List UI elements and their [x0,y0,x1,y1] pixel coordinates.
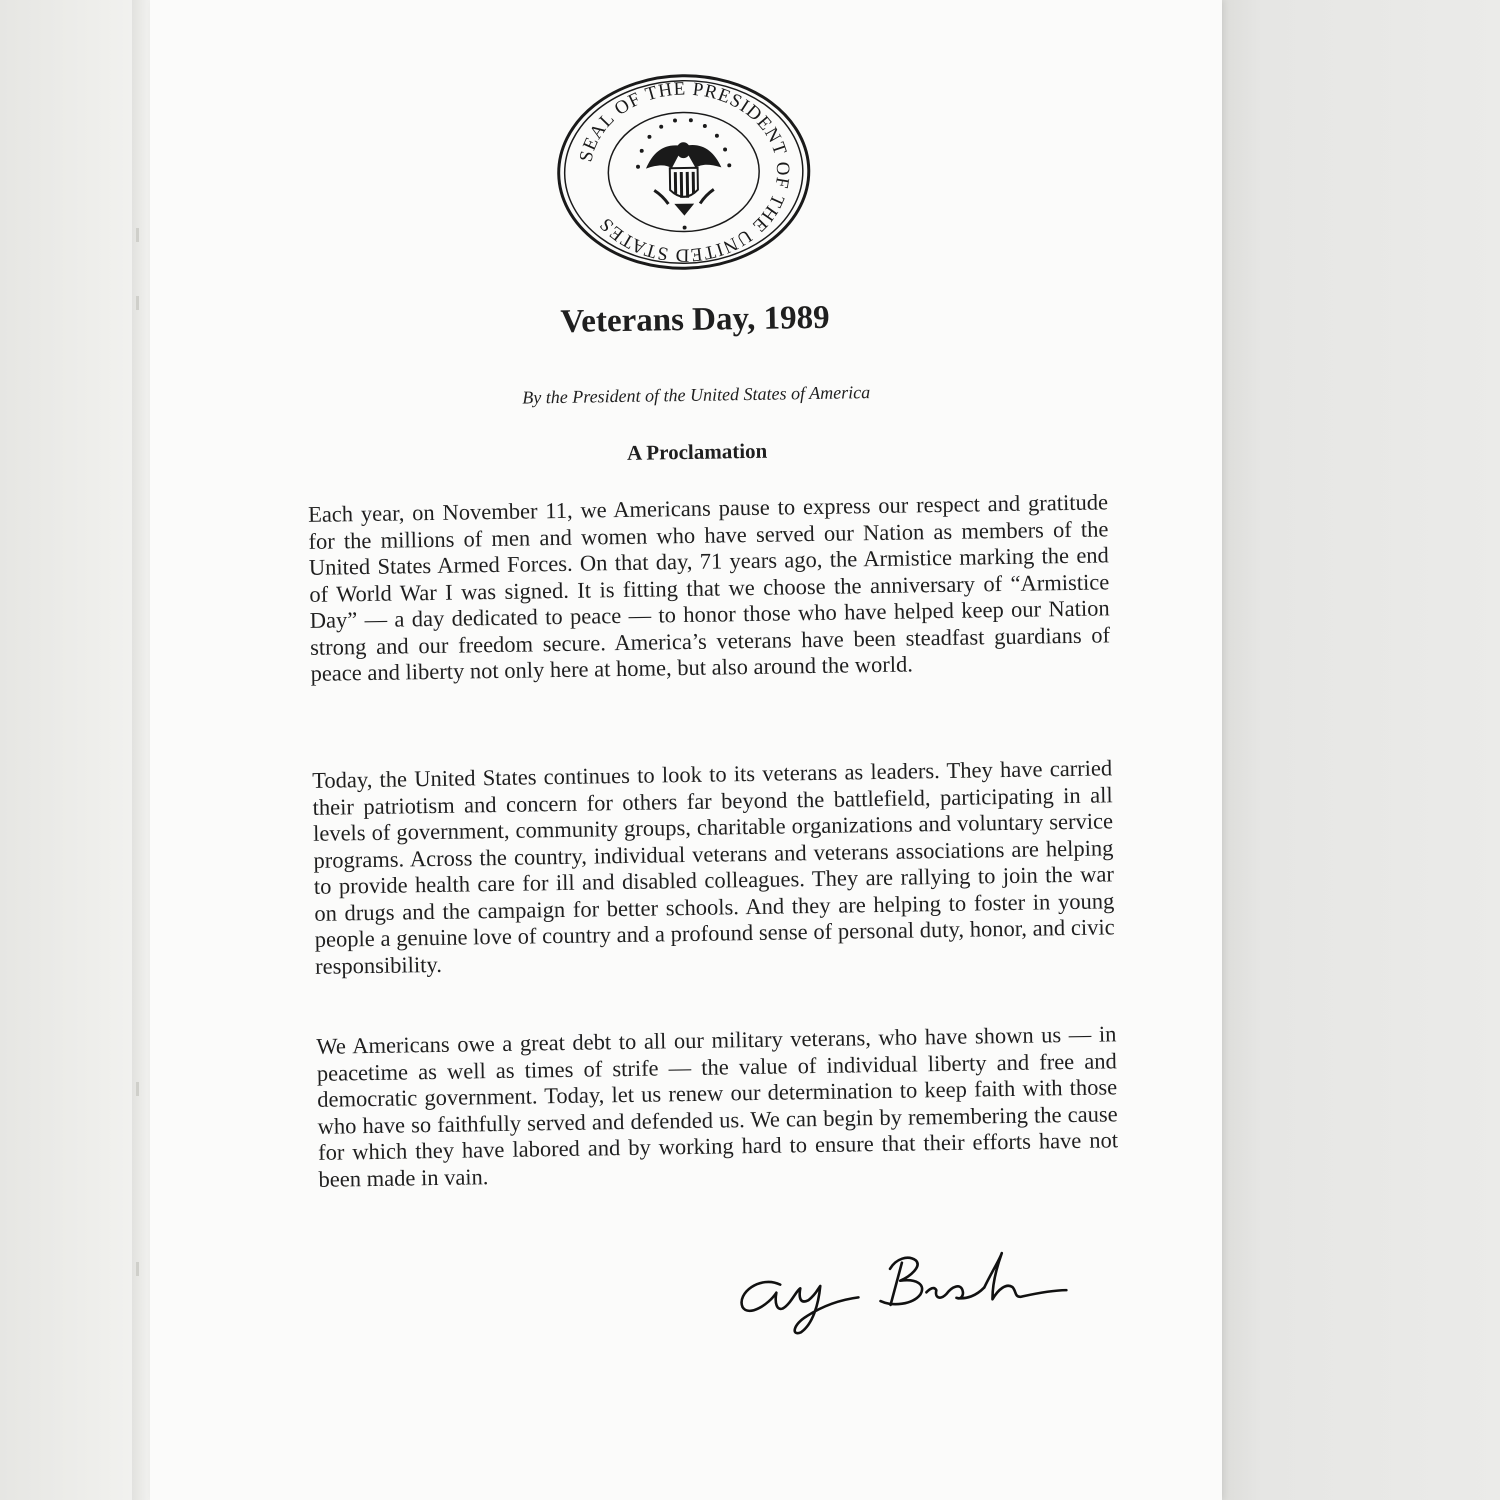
signature [730,1240,1081,1340]
presidential-seal-icon [553,70,814,274]
binding-stitch [136,1262,139,1276]
proclamation-content [300,0,1153,1500]
proclamation-paragraph: We Americans owe a great debt to all our military veterans, who have shown us — in peacetime as well as times of strife — the value of individual liberty and free and democratic government. Today, let us renew our determination to keep faith with those who have so faithfully served and defended us. We can begin by remembering the cause for which they have labored and by working hard to ensure that their efforts have not been made in vain. [316,1021,1119,1192]
document-byline: By the President of the United States of America [522,382,871,408]
document-title: Veterans Day, 1989 [560,299,830,340]
binding-stitch [136,1082,139,1096]
seal-inscription: SEAL OF THE PRESIDENT OF THE UNITED STATES [575,78,794,266]
eagle-emblem [635,118,732,231]
binding-stitch [136,296,139,310]
background-surface [1220,0,1500,1500]
left-page [0,0,150,1500]
binding-stitch [136,228,139,242]
proclamation-heading: A Proclamation [626,438,768,465]
proclamation-paragraph: Each year, on November 11, we Americans pause to express our respect and gratitude for the millions of men and women who have served our Nation as members of the United States Armed Forces. On that day, 71 years ago, the Armistice marking the end of World War I was signed. It is fitting that we choose the anniversary of “Armistice Day” — a day dedicated to peace — to honor those who have helped keep our Nation strong and our freedom secure. America’s veterans have been steadfast guardians of peace and liberty not only here at home, but also around the world. [307,489,1111,686]
proclamation-paragraph: Today, the United States continues to look to its veterans as leaders. They have carried their patriotism and concern for others far beyond the battlefield, participating in all levels of government, community groups, charitable organizations and voluntary service programs. Across the country, individual veterans and veterans associations are helping to provide health care for ill and disabled colleagues. They are rallying to join the war on drugs and the campaign for better schools. And they are helping to foster in young people a genuine love of country and a profound sense of personal duty, honor, and civic responsibility. [312,755,1115,979]
